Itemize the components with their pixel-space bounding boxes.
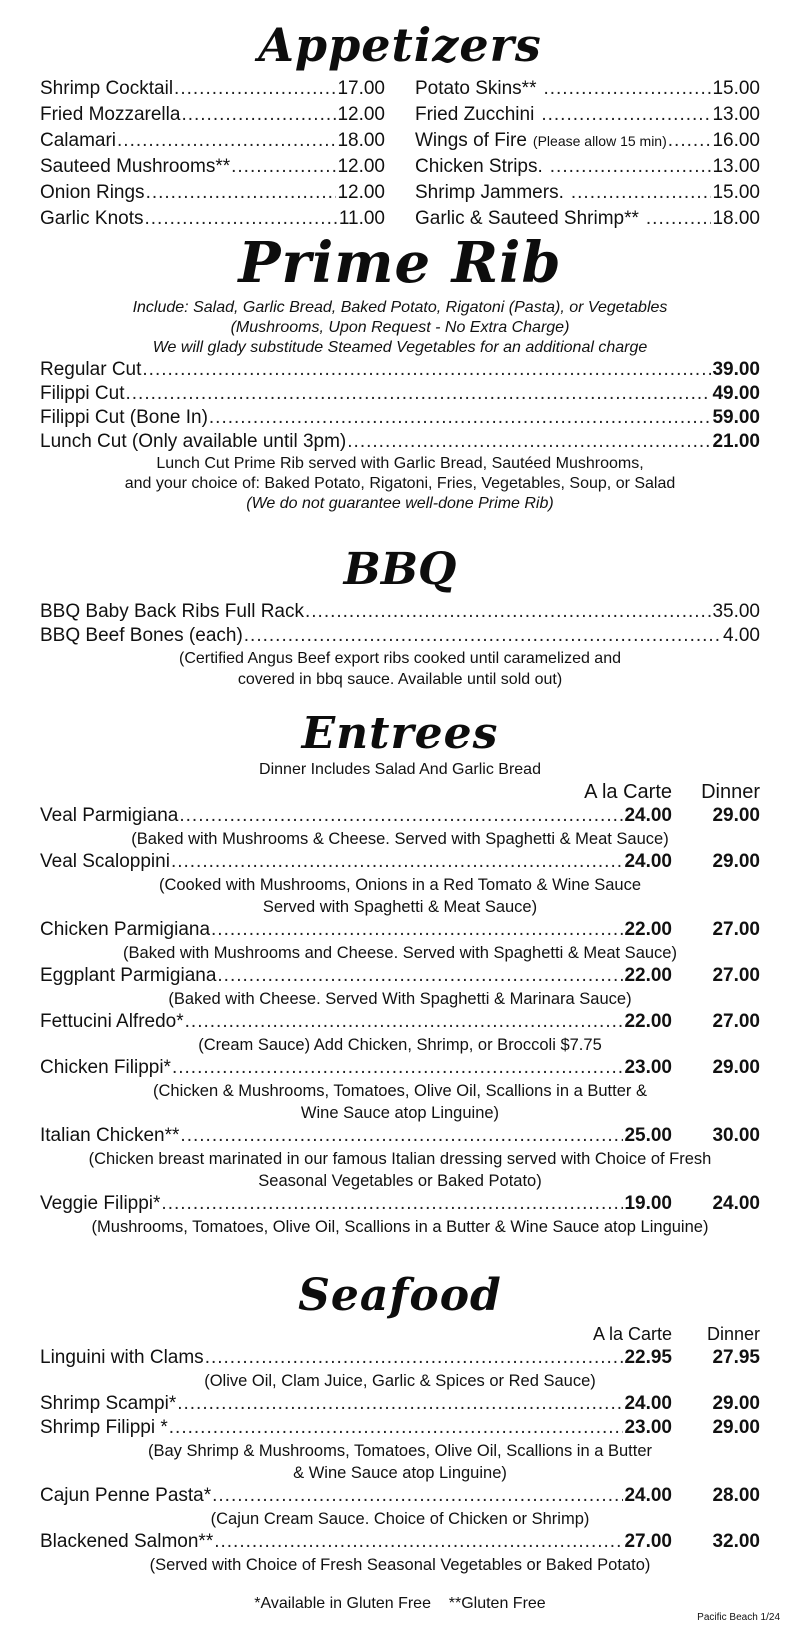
appetizer-price: 12.00 xyxy=(337,156,385,177)
bbq-note-2: covered in bbq sauce. Available until sold out) xyxy=(237,671,563,688)
entrees-column-headers xyxy=(40,780,760,804)
seafood-leader-dots xyxy=(177,1392,623,1416)
seafood-name: Shrimp Filippi * xyxy=(40,1417,168,1438)
entrees-title: Entrees xyxy=(301,708,499,759)
appetizer-row xyxy=(40,154,385,180)
entree-row xyxy=(40,850,760,874)
seafood-alacarte-price: 23.00 xyxy=(624,1417,672,1438)
appetizer-row xyxy=(40,128,385,154)
entree-description: Served with Spaghetti & Meat Sauce) xyxy=(262,898,538,916)
appetizer-name: Wings of Fire xyxy=(415,130,527,151)
appetizers-title: Appetizers xyxy=(258,18,542,72)
lunch-note-2: and your choice of: Baked Potato, Rigatoni, Fries, Vegetables, Soup, or Salad xyxy=(124,475,676,492)
entree-alacarte-price: 22.00 xyxy=(624,1011,672,1032)
entree-description: (Cooked with Mushrooms, Onions in a Red Tomato & Wine Sauce xyxy=(158,876,642,894)
entree-name: Chicken Filippi* xyxy=(40,1057,171,1078)
seafood-dinner-header: Dinner xyxy=(706,1324,760,1344)
appetizer-name: Garlic Knots xyxy=(40,208,144,229)
appetizer-name: Potato Skins** xyxy=(415,78,537,99)
seafood-items xyxy=(40,1346,760,1576)
entree-leader-dots xyxy=(172,1056,624,1080)
appetizer-row xyxy=(415,180,760,206)
entree-row xyxy=(40,1192,760,1216)
entree-name: Fettucini Alfredo* xyxy=(40,1011,184,1032)
entree-description: (Mushrooms, Tomatoes, Olive Oil, Scallions in a Butter & Wine Sauce atop Linguine) xyxy=(91,1218,709,1236)
prime-rib-item-price: 21.00 xyxy=(712,431,760,452)
seafood-alacarte-price: 24.00 xyxy=(624,1485,672,1506)
entree-alacarte-price: 22.00 xyxy=(624,919,672,940)
prime-rib-item-name: Lunch Cut (Only available until 3pm) xyxy=(40,431,347,452)
entree-dinner-price: 30.00 xyxy=(712,1125,760,1146)
prime-rib-disclaimer: (We do not guarantee well-done Prime Rib) xyxy=(246,495,554,512)
appetizer-row xyxy=(415,76,760,102)
appetizers-section xyxy=(40,14,760,232)
entree-row xyxy=(40,964,760,988)
appetizer-name: Calamari xyxy=(40,130,117,151)
prime-rib-item-row xyxy=(40,382,760,406)
appetizer-name: Fried Mozzarella xyxy=(40,104,181,125)
seafood-dinner-price: 29.00 xyxy=(712,1417,760,1438)
appetizer-leader-dots xyxy=(231,154,336,180)
prime-rib-item-row xyxy=(40,430,760,454)
entree-alacarte-price: 24.00 xyxy=(624,805,672,826)
appetizer-price: 15.00 xyxy=(712,78,760,99)
entree-description: Wine Sauce atop Linguine) xyxy=(300,1104,500,1122)
entree-description: (Chicken breast marinated in our famous Italian dressing served with Choice of Fresh xyxy=(88,1150,712,1168)
prime-rib-item-price: 49.00 xyxy=(712,383,760,404)
entree-dinner-price: 27.00 xyxy=(712,965,760,986)
prime-rib-item-row xyxy=(40,406,760,430)
prime-rib-item-row xyxy=(40,358,760,382)
appetizer-price: 15.00 xyxy=(712,182,760,203)
entree-leader-dots xyxy=(217,964,623,988)
bbq-note-1: (Certified Angus Beef export ribs cooked until caramelized and xyxy=(178,650,621,667)
entree-dinner-price: 27.00 xyxy=(712,1011,760,1032)
entree-dinner-price: 29.00 xyxy=(712,805,760,826)
appetizer-row xyxy=(40,76,385,102)
entree-alacarte-price: 22.00 xyxy=(624,965,672,986)
seafood-description: & Wine Sauce atop Linguine) xyxy=(293,1464,507,1482)
seafood-alacarte-header: A la Carte xyxy=(592,1324,672,1344)
entree-alacarte-price: 25.00 xyxy=(624,1125,672,1146)
appetizers-left-column xyxy=(40,76,385,232)
seafood-alacarte-price: 24.00 xyxy=(624,1393,672,1414)
seafood-row xyxy=(40,1484,760,1508)
appetizers-columns xyxy=(40,76,760,232)
seafood-leader-dots xyxy=(212,1484,623,1508)
bbq-item-leader-dots xyxy=(305,600,711,624)
entree-description: (Chicken & Mushrooms, Tomatoes, Olive Oil, Scallions in a Butter & xyxy=(153,1082,647,1100)
bbq-item-row xyxy=(40,600,760,624)
appetizer-name: Fried Zucchini xyxy=(415,104,535,125)
entree-description: (Baked with Mushrooms & Cheese. Served with Spaghetti & Meat Sauce) xyxy=(131,830,669,848)
seafood-row xyxy=(40,1416,760,1440)
entree-dinner-price: 27.00 xyxy=(712,919,760,940)
entree-leader-dots xyxy=(161,1192,623,1216)
appetizer-leader-dots xyxy=(543,76,711,102)
entree-leader-dots xyxy=(185,1010,624,1034)
entree-description: (Baked with Cheese. Served With Spaghetti & Marinara Sauce) xyxy=(168,990,632,1008)
seafood-alacarte-price: 22.95 xyxy=(624,1347,672,1368)
appetizer-price: 13.00 xyxy=(712,104,760,125)
seafood-name: Blackened Salmon** xyxy=(40,1531,214,1552)
prime-rib-intro-2: (Mushrooms, Upon Request - No Extra Charge) xyxy=(230,319,570,336)
entrees-dinner-header: Dinner xyxy=(701,781,760,803)
appetizer-name: Shrimp Jammers. xyxy=(415,182,564,203)
appetizer-price: 18.00 xyxy=(712,208,760,229)
entree-row xyxy=(40,1010,760,1034)
seafood-dinner-price: 27.95 xyxy=(712,1347,760,1368)
prime-rib-title: Prime Rib xyxy=(238,230,562,296)
appetizers-right-column xyxy=(415,76,760,232)
entree-leader-dots xyxy=(171,850,624,874)
entree-leader-dots xyxy=(179,804,623,828)
entrees-subtitle: Dinner Includes Salad And Garlic Bread xyxy=(259,761,541,778)
seafood-dinner-price: 28.00 xyxy=(712,1485,760,1506)
appetizer-price: 13.00 xyxy=(712,156,760,177)
seafood-row xyxy=(40,1392,760,1416)
appetizer-name: Chicken Strips. xyxy=(415,156,543,177)
entree-name: Veal Scaloppini xyxy=(40,851,170,872)
appetizer-name: Garlic & Sauteed Shrimp** xyxy=(415,208,639,229)
entree-row xyxy=(40,918,760,942)
bbq-item-row xyxy=(40,624,760,648)
bbq-item-name: BBQ Baby Back Ribs Full Rack xyxy=(40,601,304,622)
entree-dinner-price: 29.00 xyxy=(712,851,760,872)
entrees-section xyxy=(40,708,760,1238)
appetizer-leader-dots xyxy=(181,102,336,128)
entrees-alacarte-header: A la Carte xyxy=(584,781,672,803)
appetizer-price: 16.00 xyxy=(712,130,760,151)
seafood-leader-dots xyxy=(169,1416,624,1440)
seafood-row xyxy=(40,1530,760,1554)
entree-name: Italian Chicken** xyxy=(40,1125,180,1146)
seafood-name: Linguini with Clams xyxy=(40,1347,204,1368)
appetizer-row xyxy=(415,128,760,154)
seafood-description: (Olive Oil, Clam Juice, Garlic & Spices or Red Sauce) xyxy=(204,1372,596,1390)
bbq-title: BBQ xyxy=(343,544,457,595)
bbq-item-name: BBQ Beef Bones (each) xyxy=(40,625,243,646)
appetizer-leader-dots xyxy=(668,128,712,154)
prime-rib-item-name: Filippi Cut (Bone In) xyxy=(40,407,208,428)
prime-rib-item-leader-dots xyxy=(125,382,711,406)
appetizer-price: 18.00 xyxy=(337,130,385,151)
seafood-title: Seafood xyxy=(298,1270,502,1321)
entree-description: (Cream Sauce) Add Chicken, Shrimp, or Broccoli $7.75 xyxy=(198,1036,602,1054)
appetizer-row xyxy=(40,180,385,206)
seafood-alacarte-price: 27.00 xyxy=(624,1531,672,1552)
prime-rib-item-leader-dots xyxy=(209,406,712,430)
bbq-items xyxy=(40,600,760,648)
appetizer-note: (Please allow 15 min) xyxy=(532,133,667,149)
seafood-dinner-price: 29.00 xyxy=(712,1393,760,1414)
entree-alacarte-price: 24.00 xyxy=(624,851,672,872)
entree-description: (Baked with Mushrooms and Cheese. Served with Spaghetti & Meat Sauce) xyxy=(123,944,677,962)
entree-alacarte-price: 23.00 xyxy=(624,1057,672,1078)
seafood-column-headers xyxy=(40,1322,760,1346)
entree-row xyxy=(40,1124,760,1148)
prime-rib-item-name: Regular Cut xyxy=(40,359,142,380)
entrees-items xyxy=(40,804,760,1238)
seafood-description: (Bay Shrimp & Mushrooms, Tomatoes, Olive Oil, Scallions in a Butter xyxy=(147,1442,653,1460)
prime-rib-item-name: Filippi Cut xyxy=(40,383,125,404)
prime-rib-items xyxy=(40,358,760,454)
appetizer-leader-dots xyxy=(550,154,712,180)
entree-name: Veggie Filippi* xyxy=(40,1193,161,1214)
entree-description: Seasonal Vegetables or Baked Potato) xyxy=(258,1172,542,1190)
prime-rib-item-leader-dots xyxy=(347,430,711,454)
appetizer-price: 11.00 xyxy=(338,208,385,229)
location-label: Pacific Beach 1/24 xyxy=(697,1612,780,1623)
prime-rib-item-price: 59.00 xyxy=(712,407,760,428)
bbq-section xyxy=(40,540,760,690)
seafood-leader-dots xyxy=(205,1346,624,1370)
appetizer-row xyxy=(40,102,385,128)
seafood-description: (Served with Choice of Fresh Seasonal Vegetables or Baked Potato) xyxy=(149,1556,651,1574)
entree-leader-dots xyxy=(211,918,623,942)
appetizer-leader-dots xyxy=(146,180,337,206)
appetizer-row xyxy=(415,154,760,180)
bbq-item-price: 4.00 xyxy=(723,625,760,646)
entree-row xyxy=(40,804,760,828)
bbq-item-leader-dots xyxy=(244,624,722,648)
appetizer-name: Sauteed Mushrooms** xyxy=(40,156,231,177)
entree-alacarte-price: 19.00 xyxy=(624,1193,672,1214)
appetizer-price: 12.00 xyxy=(337,182,385,203)
seafood-name: Cajun Penne Pasta* xyxy=(40,1485,212,1506)
appetizer-leader-dots xyxy=(174,76,336,102)
seafood-leader-dots xyxy=(214,1530,623,1554)
appetizer-row xyxy=(415,102,760,128)
entree-dinner-price: 24.00 xyxy=(712,1193,760,1214)
appetizer-leader-dots xyxy=(541,102,711,128)
seafood-row xyxy=(40,1346,760,1370)
entree-dinner-price: 29.00 xyxy=(712,1057,760,1078)
entree-leader-dots xyxy=(180,1124,623,1148)
appetizer-name: Onion Rings xyxy=(40,182,145,203)
prime-rib-item-price: 39.00 xyxy=(712,359,760,380)
prime-rib-item-leader-dots xyxy=(142,358,711,382)
gluten-free-legend: *Available in Gluten Free **Gluten Free xyxy=(254,1595,546,1612)
entree-name: Eggplant Parmigiana xyxy=(40,965,217,986)
prime-rib-intro-1: Include: Salad, Garlic Bread, Baked Potato, Rigatoni (Pasta), or Vegetables xyxy=(132,299,668,316)
lunch-note-1: Lunch Cut Prime Rib served with Garlic Bread, Sautéed Mushrooms, xyxy=(156,455,644,472)
prime-rib-intro-3: We will glady substitude Steamed Vegetables for an additional charge xyxy=(152,339,648,356)
seafood-section xyxy=(40,1270,760,1576)
appetizer-price: 12.00 xyxy=(337,104,385,125)
appetizer-price: 17.00 xyxy=(337,78,385,99)
entree-row xyxy=(40,1056,760,1080)
seafood-name: Shrimp Scampi* xyxy=(40,1393,177,1414)
seafood-description: (Cajun Cream Sauce. Choice of Chicken or Shrimp) xyxy=(210,1510,590,1528)
appetizer-leader-dots xyxy=(571,180,712,206)
appetizer-leader-dots xyxy=(117,128,336,154)
appetizer-name: Shrimp Cocktail xyxy=(40,78,174,99)
seafood-dinner-price: 32.00 xyxy=(712,1531,760,1552)
entree-name: Chicken Parmigiana xyxy=(40,919,211,940)
prime-rib-section xyxy=(40,228,760,514)
bbq-item-price: 35.00 xyxy=(712,601,760,622)
entree-name: Veal Parmigiana xyxy=(40,805,179,826)
